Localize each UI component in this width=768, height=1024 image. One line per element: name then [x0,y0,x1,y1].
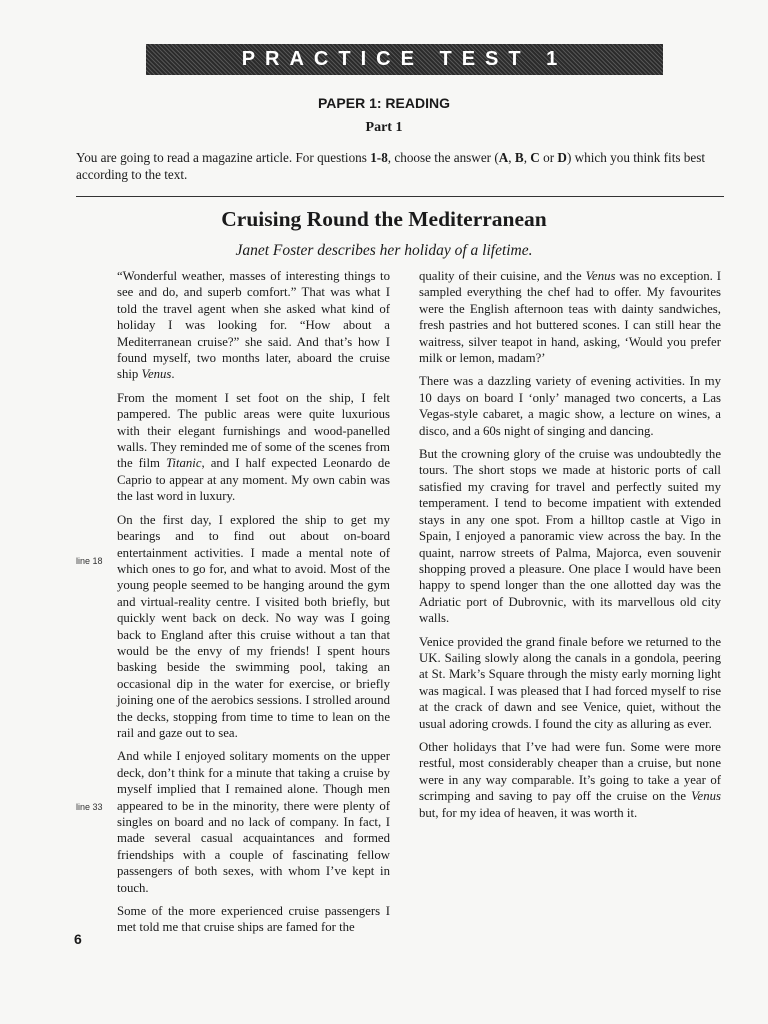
paragraph-text: was no exception. I sampled everything the chef had to offer. My favourites were the English afternoon teas with dainty sandwiches, fresh pastries and hot buttered scones. I can still hear the waitress, silver teapot in hand, asking, ‘Would you prefer milk or lemon, madam?’ [419,269,721,366]
option-d: D [557,150,567,165]
ship-name: Venus [585,269,616,283]
option-b: B [514,150,524,165]
article-column-left [117,268,390,943]
line-marker-18: line 18 [76,556,103,566]
practice-test-banner: PRACTICE TEST 1 [146,44,663,75]
paragraph-text: but, for my idea of heaven, it was worth it. [419,805,638,820]
paragraph-1 [117,268,390,383]
part-title: Part 1 [365,120,403,135]
article-title: Cruising Round the Mediterranean [221,207,547,231]
article-subtitle: Janet Foster describes her holiday of a lifetime. [235,242,533,259]
instructions [76,149,706,183]
ship-name: Venus [141,367,172,382]
paragraph-2 [117,390,390,505]
film-name: Titanic [165,456,202,471]
paragraph-text: quality of their cuisine, and the [419,269,586,283]
paper-title: PAPER 1: READING [318,95,450,111]
paragraph-7: There was a dazzling variety of evening activities. In my 10 days on board I ‘only’ managed two concerts, a Las Vegas-style cabaret, a magic show, a lecture on wines, a disco, and a 60s night of singing and dancing. [419,374,721,438]
ship-name: Venus [691,789,721,804]
instructions-text: or [539,150,558,165]
instructions-text: , [508,150,515,165]
line-marker-33: line 33 [76,802,103,812]
paragraph-9: Venice provided the grand finale before we returned to the UK. Sailing slowly along the canals in a gondola, peering at St. Mark’s Square through the misty early morning light was magical. I was pleased that I had forced myself to rise at the crack of dawn and see Venice, quiet, without the usual adoring crowds. I found the city as alluring as ever. [419,634,721,731]
paragraph-4: And while I enjoyed solitary moments on the upper deck, don’t think for a minute that taking a cruise by myself implied that I remained alone. Though men appeared to be in the minority, there were plenty of singles on board and no lack of company. In fact, I made several casual acquaintances and formed friendships with a couple of fascinating fellow passengers of both sexes, with whom I’ve kept in touch. [117,749,390,895]
paragraph-6 [419,268,721,366]
instructions-text: You are going to read a magazine article. For questions [76,150,371,165]
instructions-text: ) which you think fits best according to the text. [76,150,706,182]
paragraph-3: On the first day, I explored the ship to get my bearings and to find out about on-board entertainment activities. I made a mental note of which ones to go for, and what to avoid. Most of the young people seemed to be hanging around the gym and virtual-reality centre. I visited both briefly, but quickly went back on deck. No way was I going back to England after this cruise without a tan that would be the envy of my friends! I spent hours basking beside the swimming pool, taking an occasional dip in the water for exercise, or briefly joining one of the aerobics sessions. I strolled around the decks, stopping from time to time to lean on the rail and gaze out to sea. [117,512,390,740]
page-number: 6 [74,931,82,947]
option-c: C [530,150,540,165]
instructions-text: , choose the answer ( [387,150,499,165]
paragraph-text: . [171,367,175,382]
option-a: A [498,150,509,165]
paragraph-5: Some of the more experienced cruise passengers I met told me that cruise ships are famed for the [117,904,390,935]
divider [76,196,724,197]
paragraph-10 [419,739,721,821]
paragraph-text: , and I half expected Leonardo de Caprio to appear at any moment. My own cabin was the last word in luxury. [117,456,391,504]
paragraph-text: Other holidays that I’ve had were fun. Some were more restful, most considerably cheaper than a cruise, but none were in any way comparable. It’s going to take a year of scrimping and saving to pay off the cruise on the [419,739,721,804]
question-range: 1-8 [370,150,388,165]
paragraph-8: But the crowning glory of the cruise was undoubtedly the tours. The short stops we made at historic ports of call satisfied my craving for travel and perfectly suited my temperament. I tend to become impatient with extended stays in any one spot. From a hilltop castle at Vigo in Spain, I enjoyed a panoramic view across the bay. In the quaint, narrow streets of Palma, Majorca, even souvenir shopping proved a pleasure. One place I would have been happy to spend longer than the one allotted day was the Adriatic port of Dubrovnic, with its marvellous old city walls. [419,447,721,626]
paragraph-text: “Wonderful weather, masses of interesting things to see and do, and superb comfort.” That was what I told the travel agent when she asked what kind of holiday I was looking for. “How about a Mediterranean cruise?” she said. And that’s how I found myself, two months later, aboard the cruise ship [117,269,390,382]
paragraph-text: From the moment I set foot on the ship, I felt pampered. The public areas were quite luxurious with their elegant furnishings and wood-panelled walls. They reminded me of some of the scenes from the film [117,390,390,471]
article-column-right [419,268,721,828]
instructions-text: , [523,150,531,165]
